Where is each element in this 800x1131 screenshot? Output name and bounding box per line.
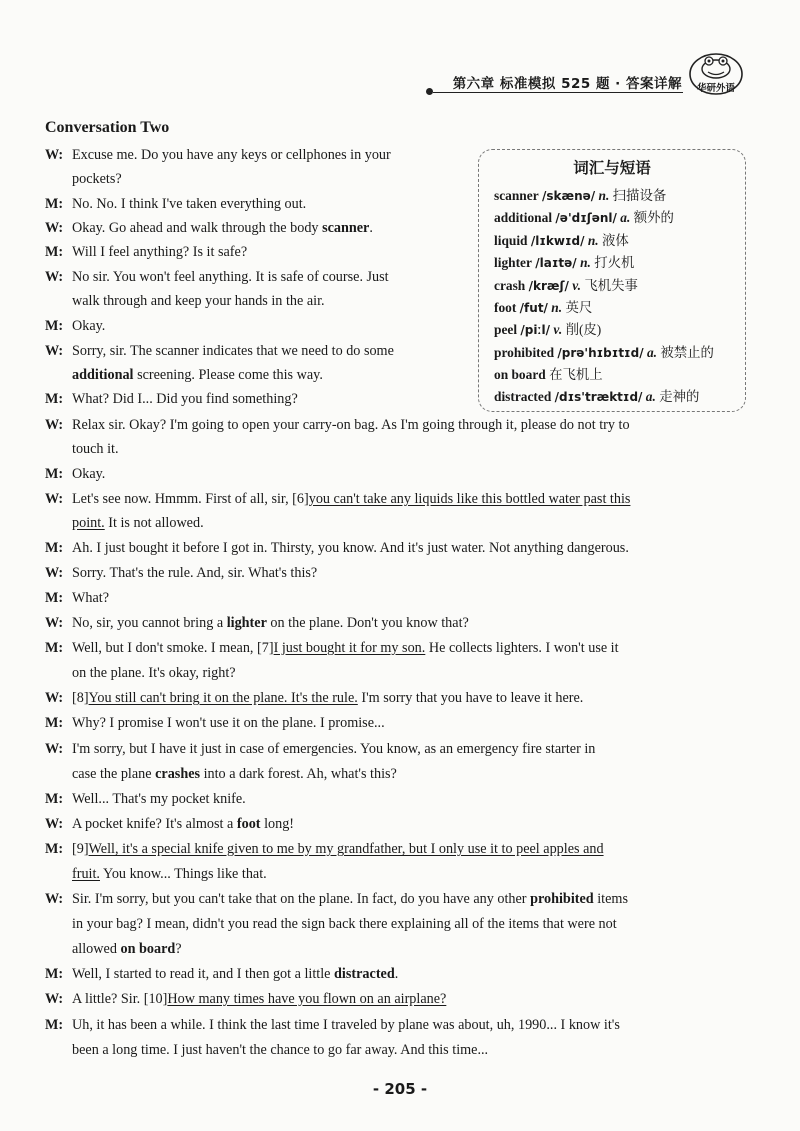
dialogue-line: Will I feel anything? Is it safe? xyxy=(72,244,248,260)
speaker-label: W: xyxy=(45,891,64,907)
vocab-entry: foot /fut/ n. 英尺 xyxy=(494,300,593,315)
vocab-entry: crash /kræʃ/ v. 飞机失事 xyxy=(494,278,638,293)
dialogue-line: on the plane. It's okay, right? xyxy=(72,665,236,681)
speaker-label: M: xyxy=(45,466,64,482)
dialogue-line: What? xyxy=(72,590,110,606)
speaker-label: M: xyxy=(45,540,64,556)
speaker-label: M: xyxy=(45,196,64,212)
vocab-entry: liquid /lɪkwɪd/ n. 液体 xyxy=(494,233,629,248)
speaker-label: W: xyxy=(45,269,64,285)
speaker-label: W: xyxy=(45,991,64,1007)
speaker-label: M: xyxy=(45,715,64,731)
dialogue-line: [8]You still can't bring it on the plane. It's the rule. I'm sorry that you have to leave it here. xyxy=(72,690,584,706)
vocab-entry: lighter /laɪtə/ n. 打火机 xyxy=(494,255,635,270)
answer-10-underline: How many times have you flown on an airplane? xyxy=(167,991,447,1007)
dialogue-line: Sorry. That's the rule. And, sir. What's this? xyxy=(72,565,318,581)
dialogue-line: A little? Sir. [10]How many times have you flown on an airplane? xyxy=(72,991,447,1007)
dialogue-line: Sir. I'm sorry, but you can't take that on the plane. In fact, do you have any other prohibited items xyxy=(72,891,628,907)
header-rule-dot xyxy=(426,88,433,95)
vocab-entry: peel /piːl/ v. 削(皮) xyxy=(494,322,602,337)
speaker-label: W: xyxy=(45,220,64,236)
dialogue-line: No, sir, you cannot bring a lighter on the plane. Don't you know that? xyxy=(72,615,469,631)
speaker-label: M: xyxy=(45,841,64,857)
answer-9-underline: Well, it's a special knife given to me by my grandfather, but I only use it to peel apples and xyxy=(88,841,604,857)
speaker-label: W: xyxy=(45,816,64,832)
vocab-entry: prohibited /prə'hɪbɪtɪd/ a. 被禁止的 xyxy=(494,345,714,360)
dialogue-line: additional screening. Please come this way. xyxy=(72,367,323,383)
speaker-label: W: xyxy=(45,417,64,433)
vocab-title: 词汇与短语 xyxy=(573,159,651,177)
answer-8-underline: You still can't bring it on the plane. It's the rule. xyxy=(88,690,358,706)
dialogue-line: Okay. xyxy=(72,466,106,482)
dialogue-line: [9]Well, it's a special knife given to me by my grandfather, but I only use it to peel apples and xyxy=(72,841,604,857)
dialogue-line: Why? I promise I won't use it on the plane. I promise... xyxy=(72,715,385,731)
speaker-label: W: xyxy=(45,491,64,507)
vocab-entry: additional /ə'dɪʃənl/ a. 额外的 xyxy=(494,210,674,225)
dialogue-line: Okay. Go ahead and walk through the body scanner. xyxy=(72,220,373,236)
speaker-label: W: xyxy=(45,565,64,581)
dialogue-line: Ah. I just bought it before I got in. Thirsty, you know. And it's just water. Not anything dangerous. xyxy=(72,540,629,556)
dialogue-line: been a long time. I just haven't the chance to go far away. And this time... xyxy=(72,1042,489,1058)
speaker-label: M: xyxy=(45,391,64,407)
publisher-logo xyxy=(688,52,744,98)
dialogue-line: I'm sorry, but I have it just in case of emergencies. You know, as an emergency fire starter in xyxy=(72,741,596,757)
dialogue-line: Well, but I don't smoke. I mean, [7]I just bought it for my son. He collects lighters. I won't use it xyxy=(72,640,619,656)
speaker-label: W: xyxy=(45,147,64,163)
dialogue-line: Okay. xyxy=(72,318,106,334)
dialogue-line: No sir. You won't feel anything. It is safe of course. Just xyxy=(72,269,389,285)
dialogue-line: point. It is not allowed. xyxy=(72,515,204,531)
speaker-label: M: xyxy=(45,966,64,982)
speaker-label: W: xyxy=(45,690,64,706)
dialogue-line: Excuse me. Do you have any keys or cellphones in your xyxy=(72,147,391,163)
dialogue-line: case the plane crashes into a dark forest. Ah, what's this? xyxy=(72,766,397,782)
dialogue-line: No. No. I think I've taken everything out. xyxy=(72,196,307,212)
dialogue-line: Uh, it has been a while. I think the last time I traveled by plane was about, uh, 1990... I know it's xyxy=(72,1017,620,1033)
speaker-label: M: xyxy=(45,590,64,606)
speaker-label: W: xyxy=(45,615,64,631)
dialogue-line: allowed on board? xyxy=(72,941,182,957)
vocab-entry: scanner /skænə/ n. 扫描设备 xyxy=(494,188,667,203)
dialogue-line: Let's see now. Hmmm. First of all, sir, [6]you can't take any liquids like this bottled water past this xyxy=(72,491,631,507)
vocab-box xyxy=(478,149,746,412)
dialogue-line: pockets? xyxy=(72,171,122,187)
dialogue-line: Well, I started to read it, and I then got a little distracted. xyxy=(72,966,399,982)
dialogue-line: Relax sir. Okay? I'm going to open your carry-on bag. As I'm going through it, please do not try to xyxy=(72,417,630,433)
answer-6-underline: you can't take any liquids like this bottled water past this xyxy=(308,491,631,507)
speaker-label: M: xyxy=(45,244,64,260)
page-header xyxy=(0,0,800,110)
section-title: Conversation Two xyxy=(45,119,170,136)
speaker-label: M: xyxy=(45,1017,64,1033)
speaker-label: W: xyxy=(45,343,64,359)
dialogue-line: Sorry, sir. The scanner indicates that we need to do some xyxy=(72,343,394,359)
vocab-entry: on board 在飞机上 xyxy=(494,367,603,382)
dialogue-line: touch it. xyxy=(72,441,119,457)
dialogue-line: in your bag? I mean, didn't you read the sign back there explaining all of the items that were not xyxy=(72,916,617,932)
answer-7-underline: I just bought it for my son. xyxy=(273,640,426,656)
speaker-label: W: xyxy=(45,741,64,757)
chapter-heading: 第六章 标准模拟 525 题 · 答案详解 xyxy=(452,76,682,92)
dialogue-line: A pocket knife? It's almost a foot long! xyxy=(72,816,295,832)
dialogue-line: Well... That's my pocket knife. xyxy=(72,791,246,807)
dialogue-line: What? Did I... Did you find something? xyxy=(72,391,298,407)
speaker-label: M: xyxy=(45,640,64,656)
dialogue-line: walk through and keep your hands in the air. xyxy=(72,293,325,309)
speaker-label: M: xyxy=(45,791,64,807)
logo-text: 华研外语 xyxy=(696,83,735,94)
header-rule xyxy=(433,92,683,93)
vocab-entry: distracted /dɪs'træktɪd/ a. 走神的 xyxy=(494,389,700,404)
speaker-label: M: xyxy=(45,318,64,334)
page-number: - 205 - xyxy=(372,1080,428,1098)
dialogue-line: fruit. You know... Things like that. xyxy=(72,866,267,882)
